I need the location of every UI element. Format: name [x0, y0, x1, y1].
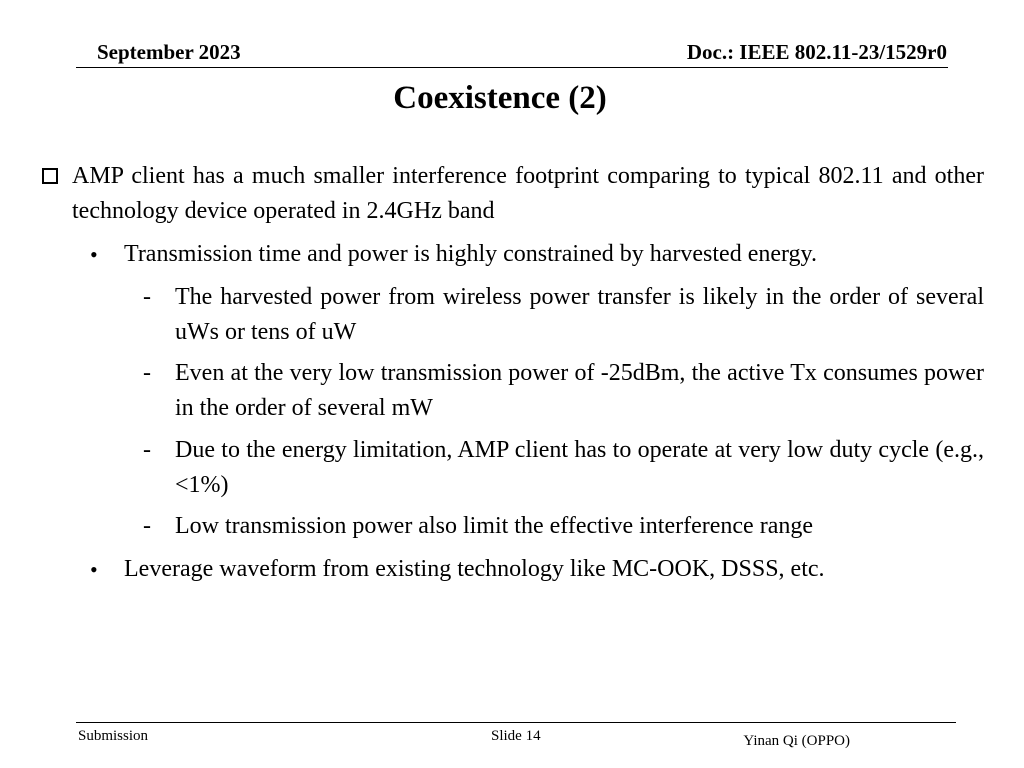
- header-doc-id: Doc.: IEEE 802.11-23/1529r0: [686, 40, 947, 64]
- bullet-dot-icon: •: [90, 242, 98, 267]
- header-date: September 2023: [97, 40, 241, 64]
- footer-submission: Submission: [78, 728, 149, 744]
- bullet-dot-icon: •: [90, 557, 98, 582]
- slide-title: Coexistence (2): [393, 80, 607, 116]
- sub-bullet-2: Leverage waveform from existing technology like MC-OOK, DSSS, etc.: [124, 556, 825, 582]
- sub-point-3: Due to the energy limitation, AMP client has to operate at very low duty cycle (e.g., <1%): [175, 437, 984, 498]
- dash-bullet-icon: -: [143, 360, 151, 386]
- checkbox-square-bullet-icon: [42, 168, 58, 184]
- dash-bullet-icon: -: [143, 513, 151, 539]
- footer-author: Yinan Qi (OPPO): [743, 733, 850, 749]
- sub-point-1: The harvested power from wireless power transfer is likely in the order of several uWs or tens of uW: [175, 284, 984, 345]
- header-divider: [76, 67, 948, 68]
- footer-divider: [76, 722, 956, 723]
- main-bullet-text: AMP client has a much smaller interference footprint comparing to typical 802.11 and other technology device operated in 2.4GHz band: [72, 163, 984, 224]
- sub-point-2: Even at the very low transmission power of -25dBm, the active Tx consumes power in the order of several mW: [175, 360, 984, 421]
- sub-point-4: Low transmission power also limit the effective interference range: [175, 513, 813, 539]
- dash-bullet-icon: -: [143, 437, 151, 463]
- dash-bullet-icon: -: [143, 284, 151, 310]
- footer-slide-number: Slide 14: [491, 728, 541, 744]
- sub-bullet-1: Transmission time and power is highly constrained by harvested energy.: [124, 241, 817, 267]
